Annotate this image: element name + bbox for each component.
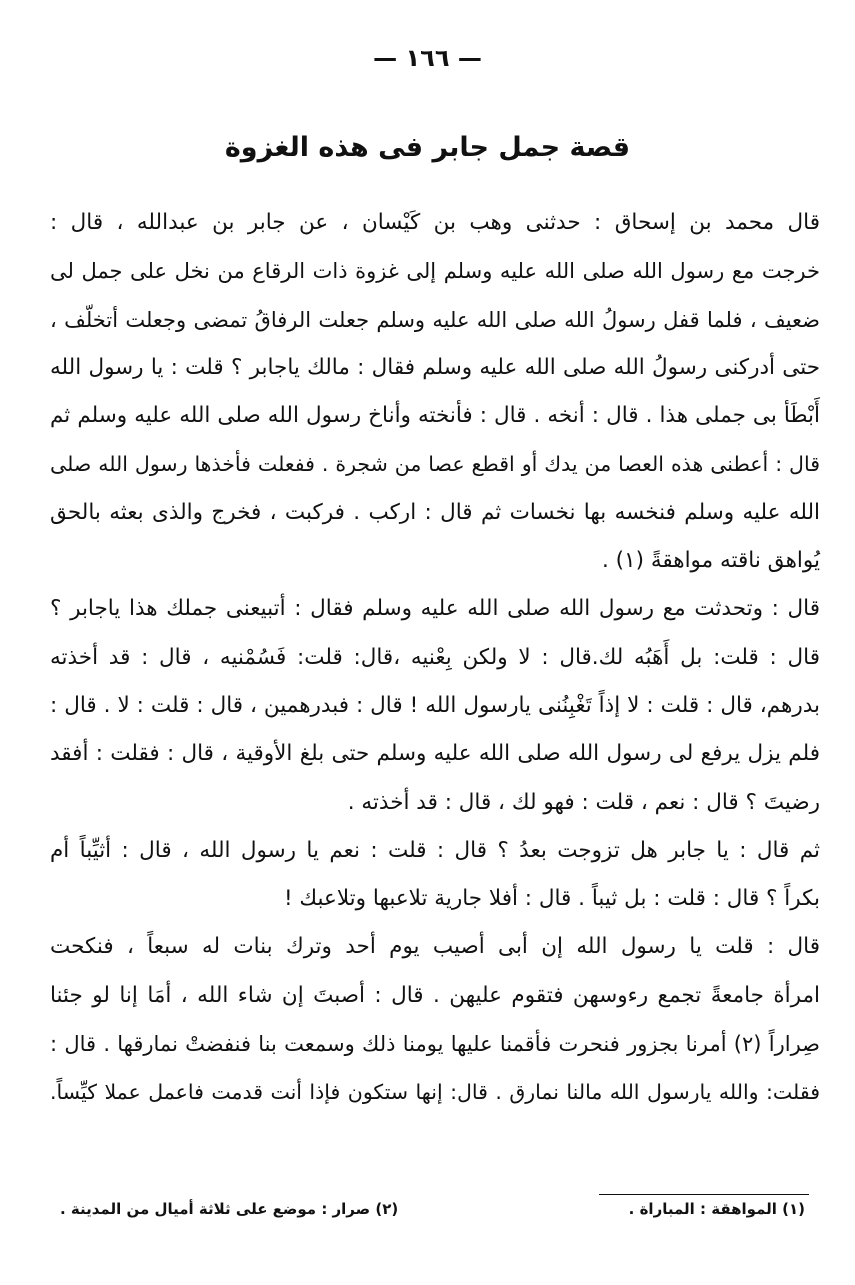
text-line-10: قال : قلت: بل أَهَبُه لك.قال : لا ولكن بِعْنيه ،قال: قلت: فَسُمْنيه ، قال : قد أخذته	[50, 644, 820, 670]
text-line-11: بدرهم، قال : قلت : لا إذاً تَغْبِنُنى يارسول الله ! قال : فبدرهمين ، قال : قلت : لا . قال :	[50, 692, 820, 718]
text-line-2: خرجت مع رسول الله صلى الله عليه وسلم إلى غزوة ذات الرقاع من نخل على جمل لى	[50, 259, 820, 284]
chapter-title: قصة جمل جابر فى هذه الغزوة	[224, 132, 631, 163]
text-line-16: قال : قلت يا رسول الله إن أبى أصيب يوم أحد وترك بنات له سبعاً ، فنكحت	[50, 934, 820, 960]
text-line-13: رضيتَ ؟ قال : نعم ، قلت : فهو لك ، قال : قد أخذته .	[347, 789, 820, 815]
text-line-17: امرأة جامعةً تجمع رءوسهن فتقوم عليهن . قال : أصبتَ إن شاء الله ، أمَا إنا لو جئنا	[50, 982, 820, 1008]
body-text	[50, 199, 820, 1117]
text-line-4: حتى أدركنى رسولُ الله صلى الله عليه وسلم فقال : مالك ياجابر ؟ قلت : يا رسول الله	[50, 354, 820, 380]
text-line-9: قال : وتحدثت مع رسول الله صلى الله عليه وسلم فقال : أتبيعنى جملك هذا ياجابر ؟	[50, 596, 820, 622]
text-line-1: قال محمد بن إسحاق : حدثنى وهب بن كَيْسان ، عن جابر بن عبدالله ، قال :	[50, 210, 820, 235]
footnote-1: (١) المواهقة : المباراة .	[628, 1200, 805, 1218]
text-line-5: أَبْطَأ بى جملى هذا . قال : أنخه . قال : فأنخته وأناخ رسول الله صلى الله عليه وسلم ثم	[50, 403, 820, 429]
text-line-14: ثم قال : يا جابر هل تزوجت بعدُ ؟ قال : قلت : نعم يا رسول الله ، قال : أثيِّباً أم	[50, 837, 820, 863]
text-line-8: يُواهق ناقته مواهقةً (١) .	[601, 548, 820, 574]
text-line-18: صِراراً (٢) أمرنا بجزور فنحرت فأقمنا عليها يومنا ذلك وسمعت بنا فنفضتْ نمارقها . قال :	[50, 1032, 820, 1057]
footnote-2: (٢) صرار : موضع على ثلاثة أميال من المدينة .	[60, 1200, 399, 1218]
footnote-divider	[599, 1194, 809, 1195]
text-line-7: الله عليه وسلم فنخسه بها نخسات ثم قال : اركب . فركبت ، فخرج والذى بعثه بالحق	[50, 499, 820, 525]
text-line-6: قال : أعطنى هذه العصا من يدك أو اقطع عصا من شجرة . ففعلت فأخذها رسول الله صلى	[50, 452, 820, 477]
text-line-15: بكراً ؟ قال : قلت : بل ثيباً . قال : أفلا جارية تلاعبها وتلاعبك !	[283, 886, 820, 912]
text-line-3: ضعيف ، فلما قفل رسولُ الله صلى الله عليه وسلم جعلت الرفاقُ تمضى وجعلت أتخلّف ،	[50, 307, 820, 332]
page-number: — ١٦٦ —	[373, 44, 482, 72]
text-line-12: فلم يزل يرفع لى رسول الله صلى الله عليه وسلم حتى بلغ الأوقية ، قال : فقلت : أفقد	[50, 741, 820, 767]
text-line-19: فقلت: والله يارسول الله مالنا نمارق . قال: إنها ستكون فإذا أنت قدمت فاعمل عملا كيِّساً.	[50, 1080, 820, 1105]
footnotes	[60, 1200, 805, 1230]
